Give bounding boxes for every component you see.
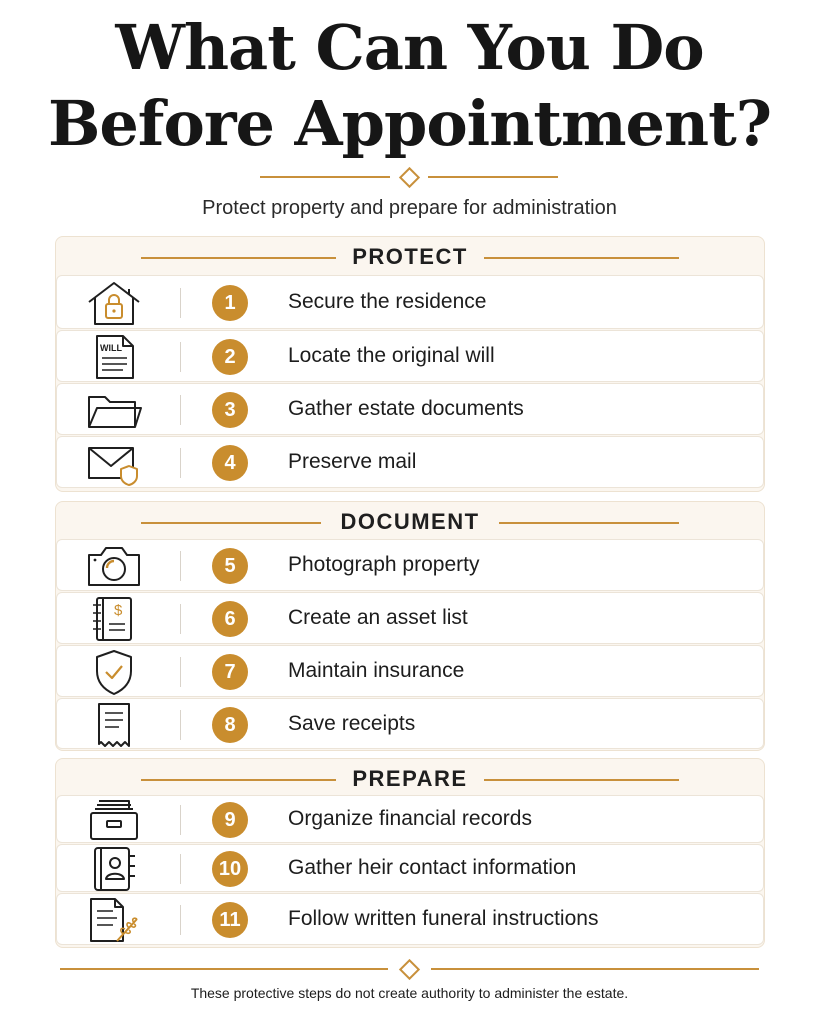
step-label: Secure the residence bbox=[288, 290, 487, 313]
title-line-2: Before Appointment? bbox=[47, 87, 772, 160]
ledger-dollar-icon bbox=[85, 596, 143, 642]
address-book-icon bbox=[85, 846, 143, 892]
step-number-badge: 2 bbox=[212, 339, 248, 375]
document-branch-icon bbox=[85, 897, 143, 943]
step-number-badge: 1 bbox=[212, 285, 248, 321]
list-item bbox=[56, 698, 764, 749]
title-divider bbox=[0, 167, 819, 187]
section-document bbox=[55, 501, 765, 751]
receipt-icon bbox=[85, 702, 143, 748]
step-label: Maintain insurance bbox=[288, 659, 465, 682]
list-item bbox=[56, 436, 764, 488]
list-item bbox=[56, 645, 764, 697]
section-protect bbox=[55, 236, 765, 492]
list-item bbox=[56, 275, 764, 329]
section-header bbox=[56, 502, 764, 540]
list-item bbox=[56, 383, 764, 435]
file-cabinet-icon bbox=[85, 797, 143, 843]
step-number-badge: 10 bbox=[212, 851, 248, 887]
step-number-badge: 8 bbox=[212, 707, 248, 743]
step-number-badge: 6 bbox=[212, 601, 248, 637]
list-item bbox=[56, 539, 764, 591]
section-header bbox=[56, 759, 764, 797]
section-prepare bbox=[55, 758, 765, 948]
diamond-ornament-icon bbox=[399, 167, 420, 188]
step-label: Locate the original will bbox=[288, 344, 495, 367]
subtitle: Protect property and prepare for administration bbox=[202, 197, 617, 219]
step-number-badge: 3 bbox=[212, 392, 248, 428]
step-number-badge: 5 bbox=[212, 548, 248, 584]
step-label: Create an asset list bbox=[288, 606, 468, 629]
step-label: Save receipts bbox=[288, 712, 416, 735]
folder-icon bbox=[85, 387, 143, 433]
section-title: DOCUMENT bbox=[340, 509, 480, 534]
footer-note: These protective steps do not create authority to administer the estate. bbox=[190, 985, 629, 1001]
step-label: Gather estate documents bbox=[288, 397, 524, 420]
list-item bbox=[56, 795, 764, 843]
list-item bbox=[56, 330, 764, 382]
step-number-badge: 4 bbox=[212, 445, 248, 481]
will-document-icon bbox=[85, 334, 143, 380]
camera-icon bbox=[85, 543, 143, 589]
diamond-ornament-icon bbox=[399, 959, 420, 980]
step-label: Organize financial records bbox=[288, 807, 532, 830]
step-label: Preserve mail bbox=[288, 450, 417, 473]
step-label: Gather heir contact information bbox=[288, 856, 577, 879]
step-number-badge: 7 bbox=[212, 654, 248, 690]
list-item bbox=[56, 592, 764, 644]
shield-check-icon bbox=[85, 649, 143, 695]
section-header bbox=[56, 237, 764, 275]
page-title bbox=[0, 10, 819, 162]
list-item bbox=[56, 844, 764, 892]
step-label: Follow written funeral instructions bbox=[288, 907, 599, 930]
mail-shield-icon bbox=[85, 440, 143, 486]
section-title: PREPARE bbox=[352, 766, 468, 791]
step-number-badge: 9 bbox=[212, 802, 248, 838]
svg-text:$: $ bbox=[114, 602, 123, 619]
house-lock-icon bbox=[85, 280, 143, 326]
section-title: PROTECT bbox=[352, 244, 468, 269]
title-line-1: What Can You Do bbox=[115, 11, 704, 84]
footer-divider bbox=[0, 959, 819, 979]
step-number-badge: 11 bbox=[212, 902, 248, 938]
svg-text:WILL: WILL bbox=[100, 343, 122, 353]
step-label: Photograph property bbox=[288, 553, 480, 576]
list-item bbox=[56, 893, 764, 945]
